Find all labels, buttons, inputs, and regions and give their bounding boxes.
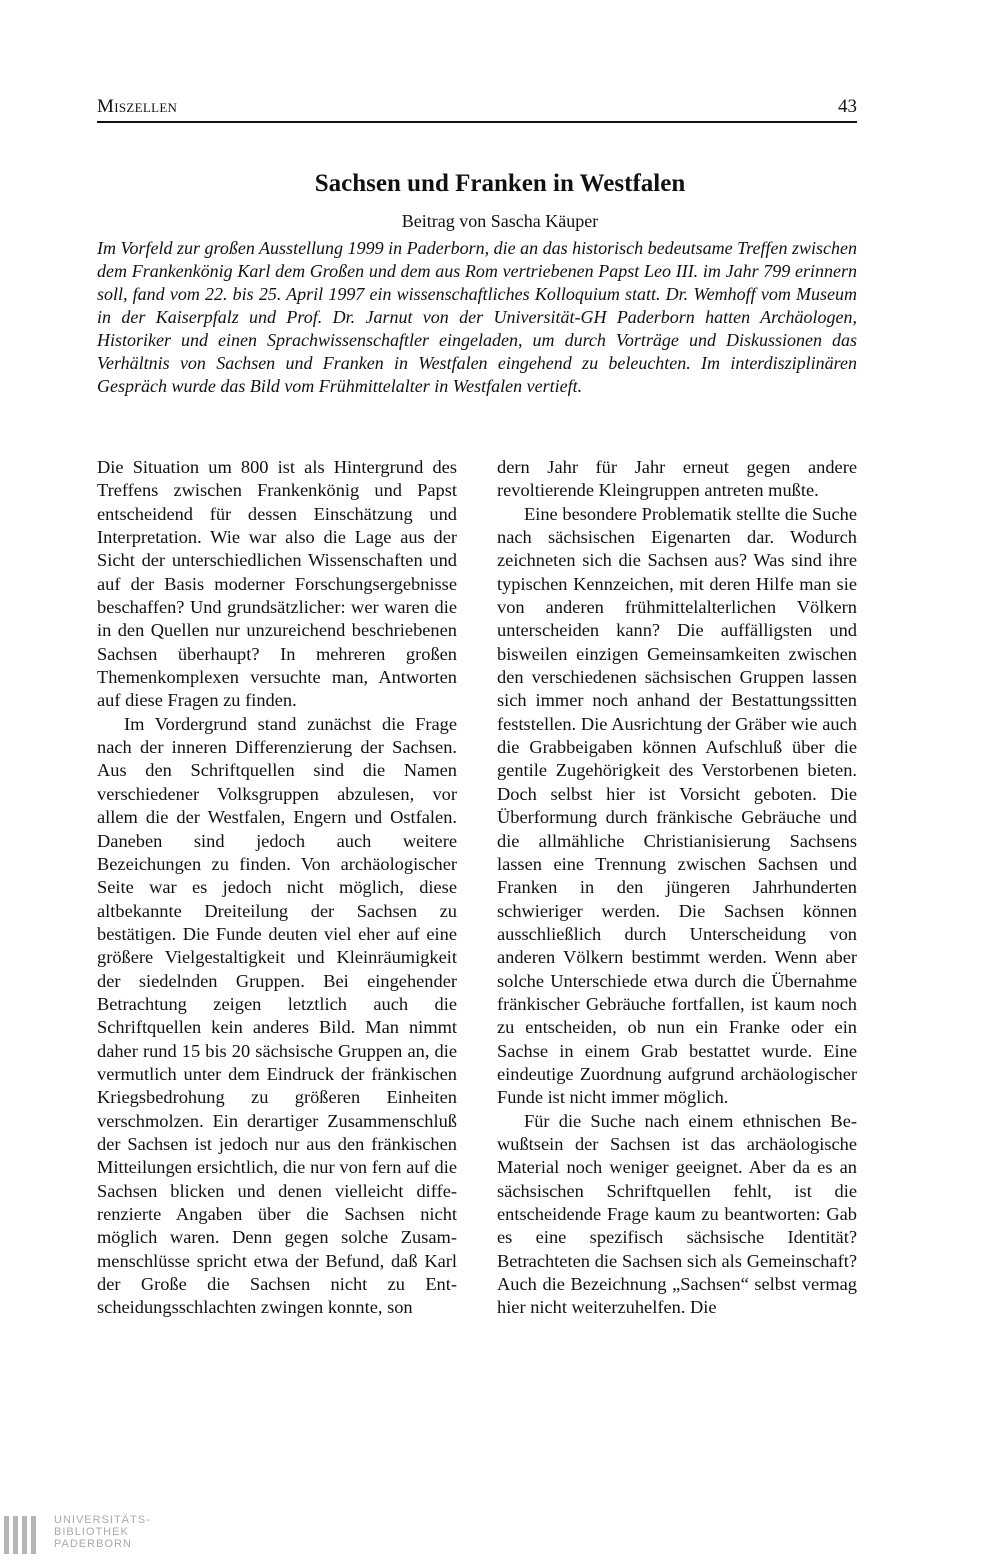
library-name-line: BIBLIOTHEK bbox=[54, 1526, 129, 1538]
text-column-right bbox=[497, 456, 857, 1320]
article-byline: Beitrag von Sascha Käuper bbox=[401, 211, 599, 231]
library-name bbox=[54, 1514, 151, 1550]
paragraph: Eine besondere Problematik stellte die Suche nach sächsischen Eigenarten dar. Wodurch zeichneten sich die Sachsen aus? Was sind ihre typischen Kennzeichen, mit deren Hilfe man sie von anderen frühmittelalterlichen Völkern unterscheiden kann? Die auffälligsten und bisweilen einzigen Gemeinsamkeiten zwischen den verschiedenen sächsischen Gruppen lassen sich immer noch anhand der Bestattungssitten feststellen. Die Ausrichtung der Gräber wie auch die Grabbeigaben können Aufschluß über die gentile Zugehörigkeit des Verstorbenen bieten. Doch selbst hier ist Vorsicht geboten. Die Überformung durch fränkische Gebräuche und die allmähliche Christianisierung Sachsens lassen eine Trennung zwischen Sachsen und Franken in den jüngeren Jahrhunderten schwieriger werden. Die Sachsen können ausschließlich durch Unterscheidung von anderen Völkern bestimmt werden. Wenn aber solche Unterschiede etwa durch die Übernahme fränkischer Gebräuche fortfallen, ist kaum noch zu entscheiden, ob nun ein Franke oder ein Sachse in einem Grab bestattet wurde. Eine eindeutige Zuordnung aufgrund archäologischer Funde ist nicht immer möglich. bbox=[497, 503, 857, 1108]
article-abstract: Im Vorfeld zur großen Ausstellung 1999 in Paderborn, die an das historisch bedeutsame Treffen zwischen dem Frankenkönig Karl dem Großen und dem aus Rom vertriebenen Papst Leo III. im Jahr 799 erinnern soll, fand vom 22. bis 25. April 1997 ein wissenschaftliches Kolloquium statt. Dr. Wemhoff vom Museum in der Kaiserpfalz und Prof. Dr. Jarnut von der Universität-GH Paderborn hatten Archäologen, Historiker und einen Sprachwissenschaftler eingeladen, um durch Vorträge und Diskussionen das Verhältnis von Sachsen und Franken in Westfalen eingehend zu beleuchten. Im interdisziplinären Gespräch wurde das Bild vom Frühmittelalter in Westfalen vertieft. bbox=[97, 238, 857, 396]
page-number: 43 bbox=[838, 96, 857, 117]
library-stripes-icon bbox=[4, 1516, 44, 1554]
paragraph: Die Situation um 800 ist als Hintergrund des Treffens zwischen Frankenkönig und Papst entscheidend für dessen Einschätzung und Interpretation. Wie war also die Lage aus der Sicht der unterschiedlichen Wissenschaften und auf der Basis moderner Forschungsergebnisse beschaffen? Und grundsätzlicher: wer waren die in den Quellen nur unzureichend beschriebenen Sachsen überhaupt? In mehreren großen Themenkomplexen versuchte man, Antworten auf diese Fragen zu finden. bbox=[97, 457, 457, 711]
section-title: Miszellen bbox=[97, 96, 178, 117]
article-title: Sachsen und Franken in Westfalen bbox=[314, 170, 686, 197]
paragraph: Im Vordergrund stand zunächst die Frage nach der inneren Differenzierung der Sachsen. Aus den Schriftquellen sind die Namen verschiedener Volksgruppen abzulesen, vor allem die der Westfalen, Engern und Ostfalen. Daneben sind jedoch auch weitere Bezeichungen zu finden. Von archäologischer Seite war es jedoch nicht möglich, diese altbekannte Dreiteilung der Sachsen zu bestätigen. Die Funde deuten viel eher auf eine größere Vielgestaltigkeit und Kleinräumigkeit der siedelnden Gruppen. Bei eingehender Betrachtung zeigen letztlich auch die Schriftquellen kein anderes Bild. Man nimmt daher rund 15 bis 20 sächsische Gruppen an, die vermutlich unter dem Eindruck der fränkischen Kriegsbedrohung zu größeren Einheiten verschmolzen. Ein derartiger Zusammenschluß der Sachsen ist jedoch nur aus den fränkischen Mitteilungen ersichtlich, die nur von fern auf die Sachsen blicken und denen vielleicht differenzierte Angaben über die Sachsen nicht möglich waren. Denn gegen solche Zusammenschlüsse spricht etwa der Befund, daß Karl der Große die Sachsen nicht zu Entscheidungsschlachten zwingen konnte, son bbox=[97, 713, 457, 1318]
paragraph: Für die Suche nach einem ethnischen Bewußtsein der Sachsen ist das archäologische Material noch weniger geeignet. Aber da es an sächsischen Schriftquellen fehlt, ist die entscheidende Frage kaum zu beantworten: Gab es eine spezifisch sächsische Identität? Betrachteten die Sachsen sich als Gemeinschaft? Auch die Bezeichnung „Sachsen“ selbst vermag hier nicht weiterzuhelfen. Die bbox=[497, 1110, 857, 1318]
library-name-line: UNIVERSITÄTS- bbox=[54, 1514, 151, 1526]
library-name-line: PADERBORN bbox=[54, 1538, 132, 1550]
running-head bbox=[97, 96, 857, 122]
library-logo bbox=[0, 1510, 180, 1560]
header-rule bbox=[97, 121, 857, 123]
paragraph: dern Jahr für Jahr erneut gegen andere revoltierende Kleingruppen antreten mußte. bbox=[497, 457, 857, 501]
text-column-left bbox=[97, 456, 457, 1320]
